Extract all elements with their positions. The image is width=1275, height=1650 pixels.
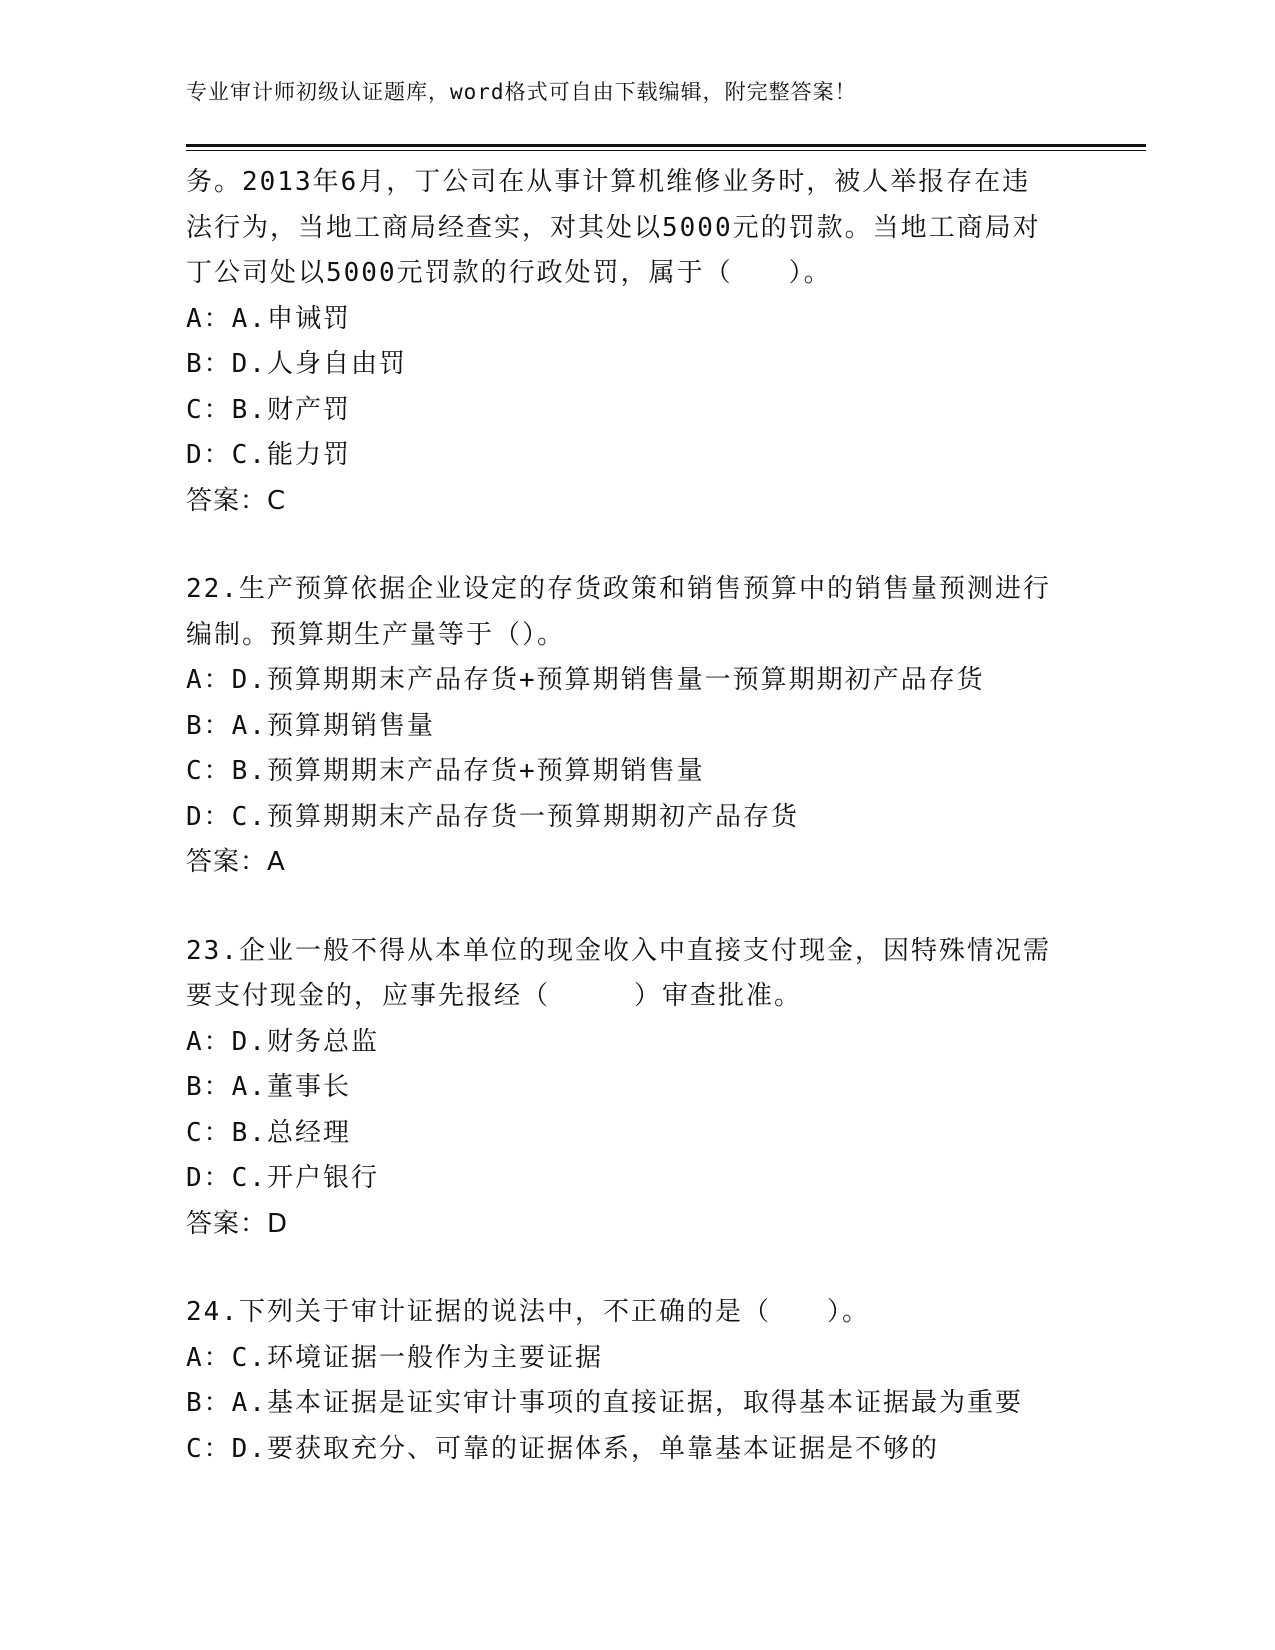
- page-header: 专业审计师初级认证题库，word格式可自由下载编辑，附完整答案！: [186, 80, 857, 104]
- option-d: D：C.能力罚: [186, 440, 351, 470]
- question-22: [186, 567, 1086, 886]
- option-d: D：C.开户银行: [186, 1163, 379, 1193]
- header-rule-thin: [186, 150, 1146, 151]
- question-text-line: 法行为，当地工商局经查实，对其处以5000元的罚款。当地工商局对: [186, 212, 1041, 243]
- question-text-line: 编制。预算期生产量等于（）。: [186, 619, 566, 650]
- header-rule-thick: [186, 144, 1146, 147]
- option-a: A：C.环境证据一般作为主要证据: [186, 1342, 603, 1373]
- question-text-line: 要支付现金的，应事先报经（ ）审查批准。: [186, 981, 803, 1011]
- question-24: [186, 1290, 1086, 1472]
- question-list: [186, 160, 1086, 1515]
- option-a: A：D.预算期期末产品存货+预算期销售量一预算期期初产品存货: [186, 665, 985, 695]
- option-b: B：A.董事长: [186, 1072, 351, 1102]
- option-c: C：B.财产罚: [186, 394, 351, 425]
- question-text-line: 22.生产预算依据企业设定的存货政策和销售预算中的销售量预测进行: [186, 574, 1051, 604]
- option-c: C：D.要获取充分、可靠的证据体系，单靠基本证据是不够的: [186, 1433, 939, 1464]
- option-c: C：B.总经理: [186, 1117, 351, 1148]
- option-b: B：A.预算期销售量: [186, 710, 435, 741]
- question-text-line: 丁公司处以5000元罚款的行政处罚，属于（ ）。: [186, 258, 832, 288]
- option-b: B：A.基本证据是证实审计事项的直接证据，取得基本证据最为重要: [186, 1388, 1023, 1418]
- option-b: B：D.人身自由罚: [186, 349, 407, 379]
- option-a: A：D.财务总监: [186, 1026, 379, 1057]
- option-c: C：B.预算期期末产品存货+预算期销售量: [186, 756, 705, 786]
- option-a: A：A.申诫罚: [186, 303, 351, 334]
- answer-line: 答案：A: [186, 847, 286, 877]
- question-21-continued: [186, 160, 1086, 524]
- question-text-line: 24.下列关于审计证据的说法中，不正确的是（ ）。: [186, 1297, 870, 1327]
- option-d: D：C.预算期期末产品存货一预算期期初产品存货: [186, 801, 799, 832]
- question-text-line: 务。2013年6月，丁公司在从事计算机维修业务时，被人举报存在违: [186, 167, 1031, 197]
- answer-line: 答案：D: [186, 1208, 289, 1239]
- question-text-line: 23.企业一般不得从本单位的现金收入中直接支付现金，因特殊情况需: [186, 935, 1051, 966]
- answer-line: 答案：C: [186, 485, 287, 516]
- question-23: [186, 929, 1086, 1248]
